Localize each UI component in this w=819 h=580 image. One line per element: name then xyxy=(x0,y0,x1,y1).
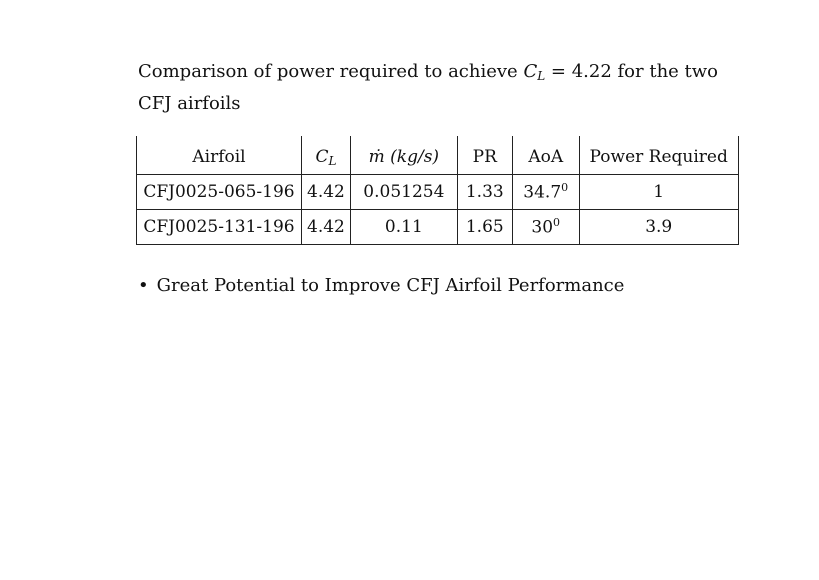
comparison-table xyxy=(136,136,739,245)
caption-suffix: for the two xyxy=(611,61,719,82)
cell-mass-flow: 0.051254 xyxy=(350,175,457,210)
bullet-text: Great Potential to Improve CFJ Airfoil Performance xyxy=(156,275,625,296)
cell-aoa-value: 30 xyxy=(531,217,554,238)
caption-subscript: L xyxy=(537,69,546,83)
cell-cl: 4.42 xyxy=(302,210,351,245)
bullet-marker: • xyxy=(138,275,149,296)
table-caption xyxy=(138,58,738,118)
cell-pr: 1.33 xyxy=(457,175,512,210)
cell-airfoil: CFJ0025-131-196 xyxy=(137,210,302,245)
cell-cl: 4.42 xyxy=(302,175,351,210)
cell-mass-flow: 0.11 xyxy=(350,210,457,245)
header-cl xyxy=(302,136,351,175)
cell-power-required: 1 xyxy=(579,175,738,210)
header-mass-flow: ṁ (kg/s) xyxy=(350,136,457,175)
table-header-row xyxy=(137,136,739,175)
header-airfoil: Airfoil xyxy=(137,136,302,175)
caption-symbol: C xyxy=(523,61,538,82)
cell-aoa xyxy=(512,210,579,245)
caption-prefix: Comparison of power required to achieve xyxy=(138,61,524,82)
cell-aoa-value: 34.7 xyxy=(523,182,562,203)
cell-power-required: 3.9 xyxy=(579,210,738,245)
caption-equals: = 4.22 xyxy=(545,61,612,82)
bullet-item xyxy=(138,273,624,299)
caption-line2: CFJ airfoils xyxy=(138,93,241,114)
header-pr: PR xyxy=(457,136,512,175)
header-power-required: Power Required xyxy=(579,136,738,175)
cell-aoa-sup: 0 xyxy=(561,181,569,195)
cell-airfoil: CFJ0025-065-196 xyxy=(137,175,302,210)
table-row xyxy=(137,210,739,245)
cell-pr: 1.65 xyxy=(457,210,512,245)
header-cl-sub: L xyxy=(328,153,337,168)
cell-aoa xyxy=(512,175,579,210)
header-cl-symbol: C xyxy=(315,146,329,167)
header-aoa: AoA xyxy=(512,136,579,175)
table-row xyxy=(137,175,739,210)
cell-aoa-sup: 0 xyxy=(553,216,561,230)
